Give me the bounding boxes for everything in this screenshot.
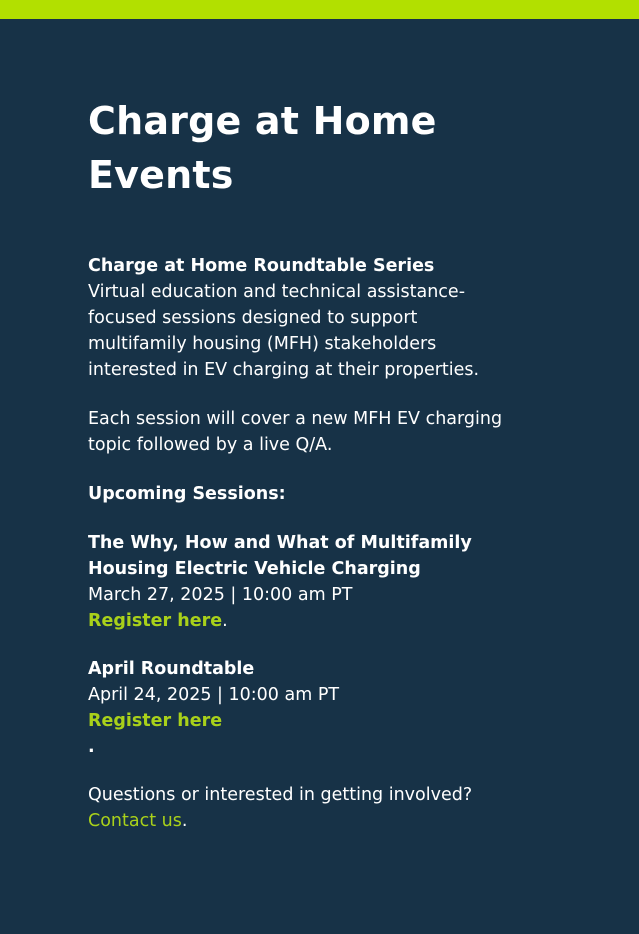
contact-suffix: . [181,811,188,831]
register-link[interactable]: Register here [88,611,223,631]
session-item [88,530,508,634]
register-suffix: . [222,611,228,631]
session-title: April Roundtable [88,659,255,679]
series-description: Virtual education and technical assistance-focused sessions designed to support multifamily housing (MFH) stakeholders interested in EV charging at their properties. [88,282,480,380]
session-datetime: March 27, 2025 | 10:00 am PT [88,585,353,605]
session-title: The Why, How and What of Multifamily Housing Electric Vehicle Charging [88,533,472,579]
session-register-line [88,608,508,634]
series-block [88,253,508,383]
series-heading: Charge at Home Roundtable Series [88,256,435,276]
contact-prefix: Questions or interested in getting involved? [88,785,473,805]
session-item [88,656,508,760]
contact-block [88,782,508,834]
register-link[interactable]: Register here [88,711,223,731]
register-suffix: . [88,737,95,757]
each-session-text: Each session will cover a new MFH EV charging topic followed by a live Q/A. [88,409,503,455]
contact-us-link[interactable]: Contact us [88,811,182,831]
session-register-line [88,708,508,760]
events-section [88,94,508,834]
accent-top-bar [0,0,639,19]
page-title: Charge at Home Events [88,99,437,197]
upcoming-sessions-heading: Upcoming Sessions: [88,484,286,504]
session-datetime: April 24, 2025 | 10:00 am PT [88,685,340,705]
